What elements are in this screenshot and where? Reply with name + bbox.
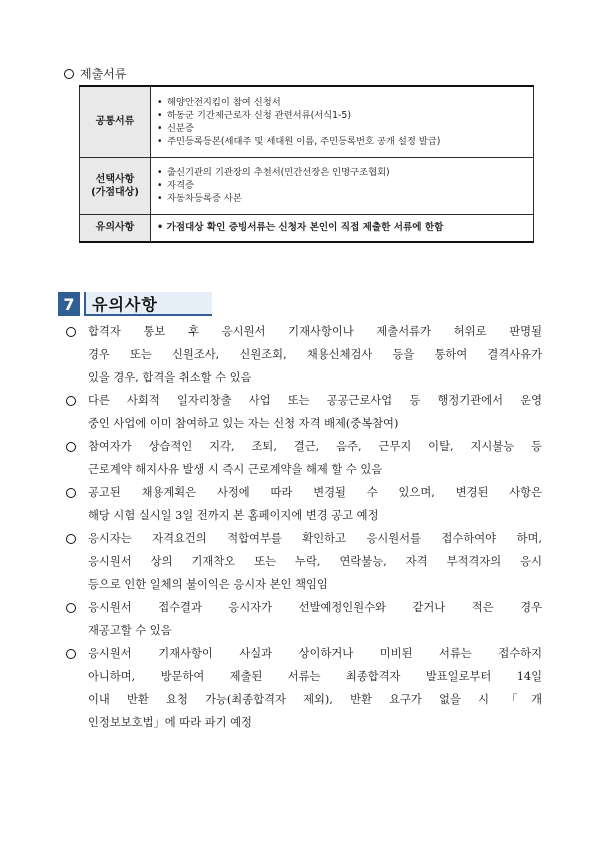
hollow-circle-bullet-icon	[66, 649, 76, 659]
notice-line: 공고된 채용계획은 사정에 따라 변경될 수 있으며, 변경된 사항은	[88, 486, 542, 499]
section-number-badge: 7	[58, 292, 80, 316]
hollow-circle-bullet-icon	[64, 69, 74, 79]
notice-line: 있을 경우, 합격을 취소할 수 있음	[88, 371, 252, 384]
notice-line: 등으로 인한 일체의 불이익은 응시자 본인 책임임	[88, 578, 328, 591]
notice-item	[64, 481, 542, 527]
hollow-circle-bullet-icon	[66, 603, 76, 613]
notice-list	[64, 320, 542, 734]
notice-item	[64, 435, 542, 481]
hollow-circle-bullet-icon	[66, 442, 76, 452]
row-label-common	[80, 86, 151, 157]
notice-line: 응시원서 접수결과 응시자가 선발예정인원수와 같거나 적은 경우	[88, 601, 542, 614]
notice-item	[64, 596, 542, 642]
notice-line: 응시자는 자격요건의 적합여부를 확인하고 응시원서를 접수하여야 하며,	[88, 532, 542, 545]
hollow-circle-bullet-icon	[66, 488, 76, 498]
list-item: • 신분증	[157, 122, 527, 135]
note-text: • 가점대상 확인 증빙서류는 신청자 본인이 직접 제출한 서류에 한함	[157, 222, 444, 234]
table-row	[80, 214, 534, 242]
notice-item	[64, 642, 542, 734]
notice-line: 응시원서 기재사항이 사실과 상이하거나 미비된 서류는 접수하지	[88, 647, 542, 660]
list-item: • 하동군 기간제근로자 신청 관련서류(서식1-5)	[157, 109, 527, 122]
row-label-line: 유의사항	[95, 222, 135, 234]
notice-line: 재공고할 수 있음	[88, 624, 172, 637]
list-item: • 자동차등록증 사본	[157, 192, 527, 205]
notice-line: 중인 사업에 이미 참여하고 있는 자는 신청 자격 배제(중복참여)	[88, 417, 399, 430]
table-row	[80, 86, 534, 157]
row-label-line: 선택사항	[95, 173, 135, 185]
notice-item	[64, 320, 542, 389]
row-content-common	[151, 86, 534, 157]
section-header	[58, 292, 212, 316]
row-content-note	[151, 214, 534, 242]
documents-heading-text: 제출서류	[80, 67, 127, 81]
notice-line: 근로계약 해지사유 발생 시 즉시 근로계약을 해제 할 수 있음	[88, 463, 383, 476]
documents-heading	[64, 65, 126, 82]
section-title: 유의사항	[92, 294, 158, 314]
hollow-circle-bullet-icon	[66, 396, 76, 406]
table-row	[80, 157, 534, 214]
notice-line: 인정보보호법」에 따라 파기 예정	[88, 716, 252, 729]
notice-line: 합격자 통보 후 응시원서 기재사항이나 제출서류가 허위로 판명될	[88, 325, 542, 338]
notice-line: 참여자가 상습적인 지각, 조퇴, 결근, 음주, 근무지 이탈, 지시불능 등	[88, 440, 542, 453]
hollow-circle-bullet-icon	[66, 327, 76, 337]
notice-line: 다른 사회적 일자리창출 사업 또는 공공근로사업 등 행정기관에서 운영	[88, 394, 542, 407]
document-list	[157, 166, 527, 205]
row-label-line: 공통서류	[95, 116, 135, 128]
notice-line: 응시원서 상의 기재착오 또는 누락, 연락불능, 자격 부적격자의 응시	[88, 555, 542, 568]
notice-line: 경우 또는 신원조사, 신원조회, 채용신체검사 등을 통하여 결격사유가	[88, 348, 542, 361]
row-label-line: (가점대상)	[91, 186, 139, 198]
documents-table	[79, 85, 534, 243]
row-label-optional	[80, 157, 151, 214]
section-title-box	[84, 292, 212, 316]
notice-line: 해당 시험 실시일 3일 전까지 본 홈페이지에 변경 공고 예정	[88, 509, 379, 522]
row-content-optional	[151, 157, 534, 214]
list-item: • 해양안전지킴이 참여 신청서	[157, 96, 527, 109]
notice-item	[64, 527, 542, 596]
list-item: • 출신기관의 기관장의 추천서(민간선장은 인명구조협회)	[157, 166, 527, 179]
row-label-note	[80, 214, 151, 242]
list-item: • 주민등록등본(세대주 및 세대원 이름, 주민등록번호 공개 설정 발급)	[157, 135, 527, 148]
hollow-circle-bullet-icon	[66, 534, 76, 544]
document-list	[157, 96, 527, 148]
notice-item	[64, 389, 542, 435]
list-item: • 자격증	[157, 179, 527, 192]
notice-line: 아니하며, 방문하여 제출된 서류는 최종합격자 발표일로부터 14일	[88, 670, 542, 683]
notice-line: 이내 반환 요청 가능(최종합격자 제외), 반환 요구가 없을 시 「개	[88, 693, 542, 706]
